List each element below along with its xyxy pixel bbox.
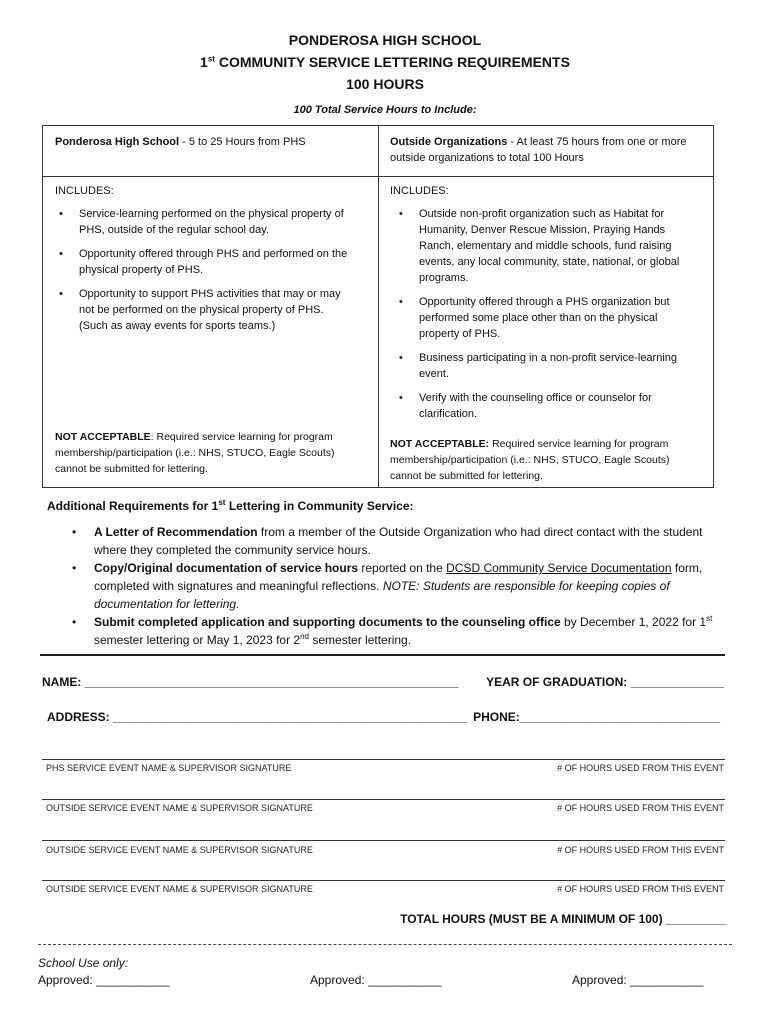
approved-field[interactable]: Approved: ___________ (572, 973, 704, 987)
list-item: • Copy/Original documentation of service hours reported on the DCSD Community Service Documentation form, completed with signatures and meaningful reflections. NOTE: Students are responsible for keeping copies of documentation for lettering. (70, 559, 720, 613)
subtitle: 100 Total Service Hours to Include: (293, 104, 477, 116)
right-not-acceptable: NOT ACCEPTABLE: Required service learning for program membership/participation (i.e.: NHS, STUCO, Eagle Scouts) cannot be submitted for lettering. (390, 438, 670, 482)
table-divider (378, 126, 379, 487)
additional-requirements-title: Additional Requirements for 1st Lettering in Community Service: (47, 498, 414, 513)
hours-requirement: 100 HOURS (346, 76, 424, 92)
name-field[interactable]: NAME: ________________________________________________________ (42, 675, 459, 689)
hours-label: # OF HOURS USED FROM THIS EVENT (557, 763, 724, 773)
signature-label: OUTSIDE SERVICE EVENT NAME & SUPERVISOR SIGNATURE (46, 884, 313, 894)
phone-field[interactable]: PHONE:______________________________ (473, 710, 720, 724)
additional-requirements-list (70, 523, 720, 649)
list-item: • A Letter of Recommendation from a member of the Outside Organization who had direct contact with the student where they completed the community service hours. (70, 523, 720, 559)
left-includes-list (55, 206, 355, 334)
section-divider (40, 654, 725, 656)
list-item: • Opportunity offered through PHS and performed on the physical property of PHS. (55, 246, 355, 278)
signature-line[interactable] (42, 759, 725, 760)
requirements-table (42, 125, 714, 488)
left-column-heading: Ponderosa High School - 5 to 25 Hours from PHS (55, 136, 306, 148)
approved-field[interactable]: Approved: ___________ (38, 973, 170, 987)
list-item: • Submit completed application and supporting documents to the counseling office by December 1, 2022 for 1st semester lettering or May 1, 2023 for 2nd semester lettering. (70, 613, 720, 649)
signature-line[interactable] (42, 840, 725, 841)
list-item: • Opportunity to support PHS activities that may or may not be performed on the physical property of PHS. (Such as away events for sports teams.) (55, 286, 355, 334)
hours-label: # OF HOURS USED FROM THIS EVENT (557, 845, 724, 855)
right-includes-list (395, 206, 695, 422)
right-column-heading: Outside Organizations - At least 75 hours from one or more outside organizations to total 100 Hours (390, 136, 687, 164)
list-item: • Outside non-profit organization such as Habitat for Humanity, Denver Rescue Mission, Praying Hands Ranch, elementary and middle schools, fund raising events, any local community, state, national, or global programs. (395, 206, 695, 286)
total-hours-field[interactable]: TOTAL HOURS (MUST BE A MINIMUM OF 100) _________ (400, 912, 726, 926)
signature-label: OUTSIDE SERVICE EVENT NAME & SUPERVISOR SIGNATURE (46, 845, 313, 855)
signature-label: PHS SERVICE EVENT NAME & SUPERVISOR SIGNATURE (46, 763, 292, 773)
list-item: • Opportunity offered through a PHS organization but performed some place other than on the physical property of PHS. (395, 294, 695, 342)
list-item: • Business participating in a non-profit service-learning event. (395, 350, 695, 382)
document-title: 1st COMMUNITY SERVICE LETTERING REQUIREMENTS (200, 54, 570, 70)
list-item: • Service-learning performed on the physical property of PHS, outside of the regular school day. (55, 206, 355, 238)
address-field[interactable]: ADDRESS: _____________________________________________________ (47, 710, 467, 724)
right-includes-label: INCLUDES: (390, 185, 449, 197)
table-header-divider (43, 176, 713, 177)
signature-line[interactable] (42, 880, 725, 881)
cut-line (38, 944, 732, 945)
hours-label: # OF HOURS USED FROM THIS EVENT (557, 803, 724, 813)
signature-label: OUTSIDE SERVICE EVENT NAME & SUPERVISOR SIGNATURE (46, 803, 313, 813)
dcsd-documentation-link[interactable]: DCSD Community Service Documentation (446, 561, 672, 575)
school-use-label: School Use only: (38, 956, 129, 970)
approved-field[interactable]: Approved: ___________ (310, 973, 442, 987)
graduation-year-field[interactable]: YEAR OF GRADUATION: ______________ (486, 675, 724, 689)
signature-line[interactable] (42, 799, 725, 800)
left-not-acceptable: NOT ACCEPTABLE: Required service learning for program membership/participation (i.e.: NHS, STUCO, Eagle Scouts) cannot be submitted for lettering. (55, 431, 335, 475)
school-name: PONDEROSA HIGH SCHOOL (288, 32, 482, 48)
list-item: • Verify with the counseling office or counselor for clarification. (395, 390, 695, 422)
hours-label: # OF HOURS USED FROM THIS EVENT (557, 884, 724, 894)
left-includes-label: INCLUDES: (55, 185, 114, 197)
